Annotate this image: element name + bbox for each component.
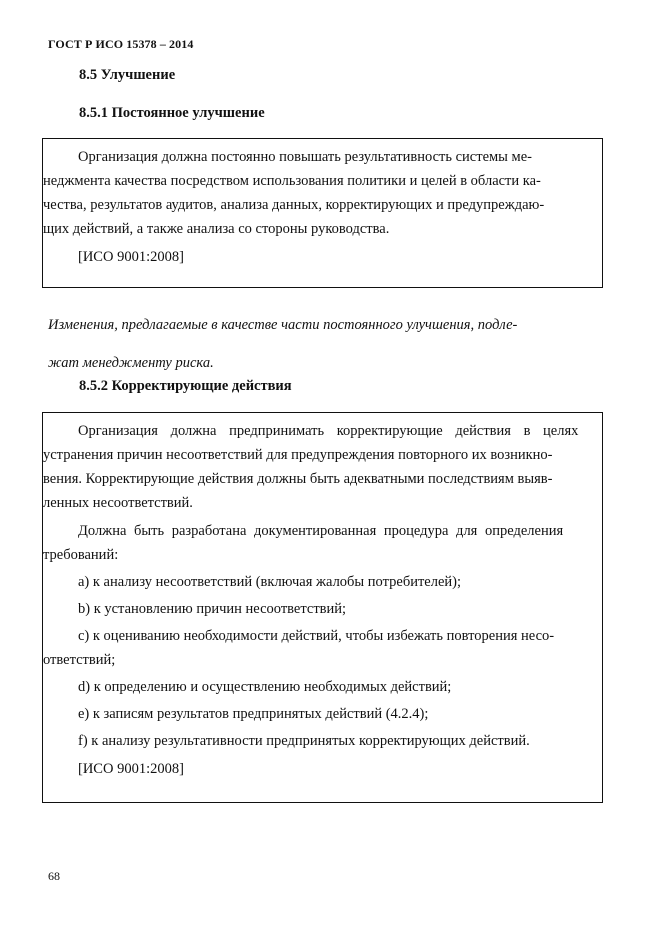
quote-line: вения. Корректирующие действия должны быть адекватными последствиям выяв- <box>43 471 553 487</box>
subsection-heading-corrective-actions: 8.5.2 Корректирующие действия <box>79 378 292 394</box>
standard-reference: [ИСО 9001:2008] <box>78 249 184 265</box>
list-item: b) к установлению причин несоответствий; <box>78 601 347 617</box>
quote-box-corrective-actions <box>42 412 603 803</box>
document-header: ГОСТ Р ИСО 15378 – 2014 <box>48 37 194 51</box>
standard-reference: [ИСО 9001:2008] <box>78 761 184 777</box>
quote-box-continuous-improvement <box>42 138 603 288</box>
page-number: 68 <box>48 869 60 883</box>
quote-line: требований: <box>43 547 119 563</box>
quote-line: Организация должна постоянно повышать результативность системы ме- <box>78 149 532 165</box>
list-item: d) к определению и осуществлению необходимых действий; <box>78 679 452 695</box>
list-item: f) к анализу результативности предпринятых корректирующих действий. <box>78 733 530 749</box>
note-line: жат менеджменту риска. <box>48 355 214 371</box>
quote-line: чества, результатов аудитов, анализа данных, корректирующих и предупреждаю- <box>43 197 545 213</box>
quote-line: щих действий, а также анализа со стороны руководства. <box>43 221 390 237</box>
subsection-heading-continuous-improvement: 8.5.1 Постоянное улучшение <box>79 105 265 121</box>
quote-line: Должна быть разработана документированная процедура для определения <box>78 523 564 539</box>
quote-line: неджмента качества посредством использования политики и целей в области ка- <box>43 173 541 189</box>
quote-line: ленных несоответствий. <box>43 495 193 511</box>
quote-line: устранения причин несоответствий для предупреждения повторного их возникно- <box>43 447 553 463</box>
list-item: a) к анализу несоответствий (включая жалобы потребителей); <box>78 574 462 590</box>
section-heading: 8.5 Улучшение <box>79 67 176 83</box>
note-risk-management <box>48 306 600 382</box>
list-item: e) к записям результатов предпринятых действий (4.2.4); <box>78 706 429 722</box>
quote-line: Организация должна предпринимать корректирующие действия в целях <box>78 423 579 439</box>
list-item: c) к оцениванию необходимости действий, чтобы избежать повторения несо- <box>78 628 555 644</box>
note-line: Изменения, предлагаемые в качестве части постоянного улучшения, подле- <box>48 317 518 333</box>
list-item-continuation: ответствий; <box>43 652 116 668</box>
